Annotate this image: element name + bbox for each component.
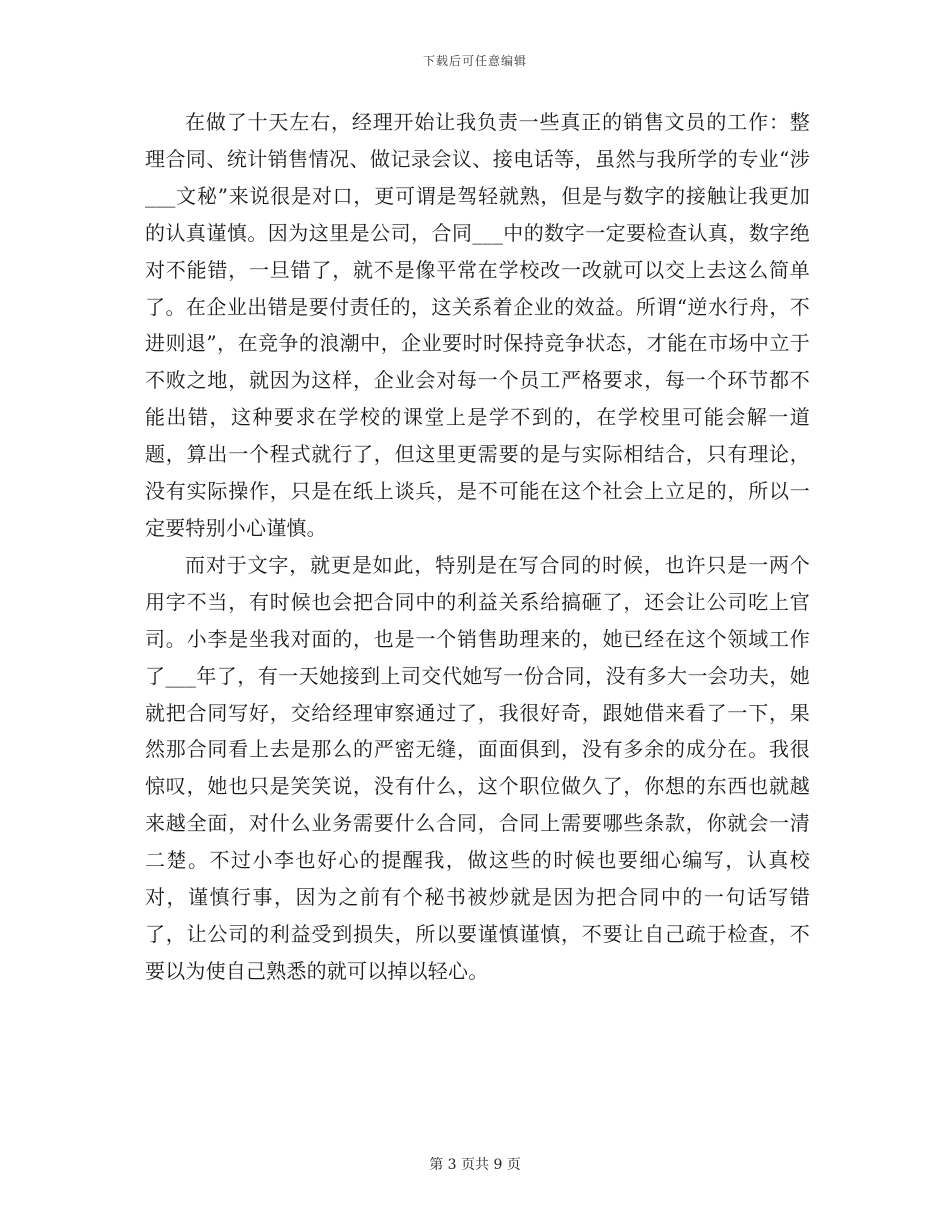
paragraph-2: 而对于文字，就更是如此，特别是在写合同的时候，也许只是一两个用字不当，有时候也会把合同中的利益关系给搞砸了，还会让公司吃上官司。小李是坐我对面的，也是一个销售助理来的，她已经在这个领域工作了___年了，有一天她接到上司交代她写一份合同，没有多大一会功夫，她就把合同写好，交给经理审察通过了，我很好奇，跟她借来看了一下，果然那合同看上去是那么的严密无缝，面面俱到，没有多余的成分在。我很惊叹，她也只是笑笑说，没有什么，这个职位做久了，你想的东西也就越来越全面，对什么业务需要什么合同，合同上需要哪些条款，你就会一清二楚。不过小李也好心的提醒我，做这些的时候也要细心编写，认真校对，谨慎行事，因为之前有个秘书被炒就是因为把合同中的一句话写错了，让公司的利益受到损失，所以要谨慎谨慎，不要让自己疏于检查，不要以为使自己熟悉的就可以掉以轻心。 [145,552,810,983]
document-body [145,104,810,990]
paragraph-1: 在做了十天左右，经理开始让我负责一些真正的销售文员的工作：整理合同、统计销售情况、做记录会议、接电话等，虽然与我所学的专业“涉___文秘”来说很是对口，更可谓是驾轻就熟，但是与数字的接触让我更加的认真谨慎。因为这里是公司，合同___中的数字一定要检查认真，数字绝对不能错，一旦错了，就不是像平常在学校改一改就可以交上去这么简单了。在企业出错是要付责任的，这关系着企业的效益。所谓“逆水行舟，不进则退”，在竞争的浪潮中，企业要时时保持竞争状态，才能在市场中立于不败之地，就因为这样，企业会对每一个员工严格要求，每一个环节都不能出错，这种要求在学校的课堂上是学不到的，在学校里可能会解一道题，算出一个程式就行了，但这里更需要的是与实际相结合，只有理论，没有实际操作，只是在纸上谈兵，是不可能在这个社会上立足的，所以一定要特别小心谨慎。 [145,110,810,540]
page-header: 下载后可任意编辑 [422,54,527,68]
page-number: 第 3 页共 9 页 [429,1157,521,1173]
